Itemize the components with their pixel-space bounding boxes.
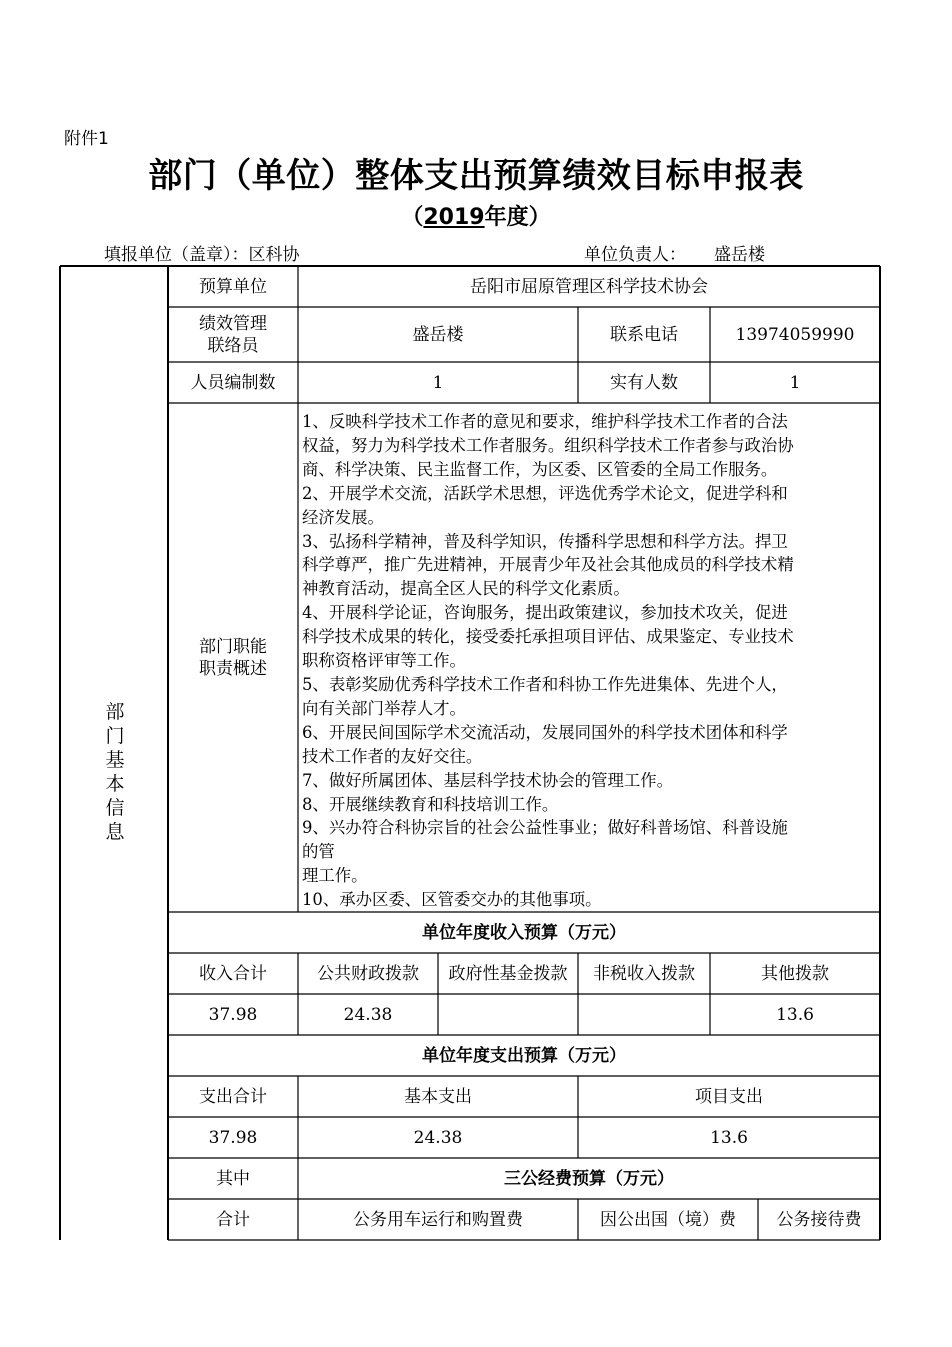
section-label-dept-basic-info [62,700,168,844]
section-label-char: 基 [105,749,125,771]
liaison-label: 绩效管理 联络员 [199,313,267,356]
income-value-total: 37.98 [208,1004,258,1025]
duties-line: 2、开展学术交流，活跃学术思想，评选优秀学术论文，促进学科和 [302,483,788,503]
duties-line: 商、科学决策、民主监督工作，为区委、区管委的全局工作服务。 [302,459,778,479]
expense-header-project: 项目支出 [695,1086,763,1107]
section-label-char: 本 [105,773,125,795]
income-header-other: 其他拨款 [761,963,829,984]
duties-line: 科学技术成果的转化，接受委托承担项目评估、成果鉴定、专业技术 [302,627,794,647]
expense-header-total: 支出合计 [199,1086,267,1107]
duties-line: 6、开展民间国际学术交流活动，发展同国外的科学技术团体和科学 [302,722,788,742]
duties-line: 5、表彰奖励优秀科学技术工作者和科协工作先进集体、先进个人， [302,674,788,694]
year-value: 2019 [423,205,485,230]
duties-line: 的管 [302,842,335,862]
leader-value: 盛岳楼 [714,245,765,265]
year-open: （ [401,205,424,230]
duties-line: 7、做好所属团体、基层科学技术协会的管理工作。 [302,770,674,790]
income-header-gov-fund: 政府性基金拨款 [448,963,568,984]
income-value-public-finance: 24.38 [343,1004,393,1025]
duties-line: 向有关部门举荐人才。 [302,698,466,718]
section-label-char: 部 [105,701,125,723]
duties-line: 10、承办区委、区管委交办的其他事项。 [302,890,602,910]
budget-unit-value: 岳阳市屈原管理区科学技术协会 [470,276,708,297]
income-value-non-tax [578,994,710,1035]
duties-line: 神教育活动，提高全区人民的科学文化素质。 [302,579,630,599]
duties-line: 科学尊严，推广先进精神，开展青少年及社会其他成员的科学技术精 [302,555,794,575]
expense-value-project: 13.6 [710,1127,748,1148]
duties-text [302,410,876,912]
phone-value: 13974059990 [735,324,855,345]
duties-label: 部门职能 职责概述 [199,636,267,679]
staff-quota-label: 人员编制数 [190,372,276,393]
actual-staff-label: 实有人数 [610,372,678,393]
income-budget-title: 单位年度收入预算（万元） [422,922,626,943]
duties-line: 8、开展继续教育和科技培训工作。 [302,794,559,814]
budget-unit-label: 预算单位 [199,276,267,297]
income-header-non-tax: 非税收入拨款 [593,963,695,984]
duties-line: 技术工作者的友好交往。 [302,746,483,766]
three-public-header-total: 合计 [216,1209,250,1230]
three-public-header-vehicle: 公务用车运行和购置费 [353,1209,523,1230]
phone-label: 联系电话 [610,324,678,345]
duties-line: 1、反映科学技术工作者的意见和要求，维护科学技术工作者的合法 [302,412,788,431]
actual-staff-value: 1 [789,372,801,393]
expense-budget-title: 单位年度支出预算（万元） [422,1045,626,1066]
expense-header-basic: 基本支出 [404,1086,472,1107]
income-header-public-finance: 公共财政拨款 [317,963,419,984]
section-label-char: 门 [105,725,125,747]
duties-line: 9、兴办符合科协宗旨的社会公益性事业；做好科普场馆、科普设施 [302,818,788,838]
staff-quota-value: 1 [432,372,444,393]
leader-label: 单位负责人： [584,245,686,265]
fill-unit-label: 填报单位（盖章）： [104,245,249,265]
section-label-char: 息 [105,821,125,843]
of-which-label: 其中 [216,1168,250,1189]
duties-line: 权益，努力为科学技术工作者服务。组织科学技术工作者参与政治协 [302,435,794,455]
income-value-other: 13.6 [776,1004,814,1025]
duties-line: 经济发展。 [302,507,384,527]
duties-line: 3、弘扬科学精神，普及科学知识，传播科学思想和科学方法。捍卫 [302,531,788,551]
year-close: 年度） [484,205,551,230]
expense-value-total: 37.98 [208,1127,258,1148]
fill-unit-value: 区科协 [248,245,300,265]
form-title: 部门（单位）整体支出预算绩效目标申报表 [148,156,804,196]
three-public-title: 三公经费预算（万元） [504,1168,674,1189]
expense-value-basic: 24.38 [413,1127,463,1148]
duties-line: 理工作。 [302,866,368,886]
three-public-header-reception: 公务接待费 [776,1209,862,1230]
income-header-total: 收入合计 [199,963,267,984]
attachment-label: 附件1 [64,129,109,149]
income-value-gov-fund [438,994,578,1035]
liaison-value: 盛岳楼 [412,324,464,345]
duties-line: 职称资格评审等工作。 [302,651,466,671]
duties-line: 4、开展科学论证，咨询服务，提出政策建议，参加技术攻关，促进 [302,603,788,623]
section-label-char: 信 [105,797,125,819]
three-public-header-overseas: 因公出国（境）费 [600,1209,736,1230]
